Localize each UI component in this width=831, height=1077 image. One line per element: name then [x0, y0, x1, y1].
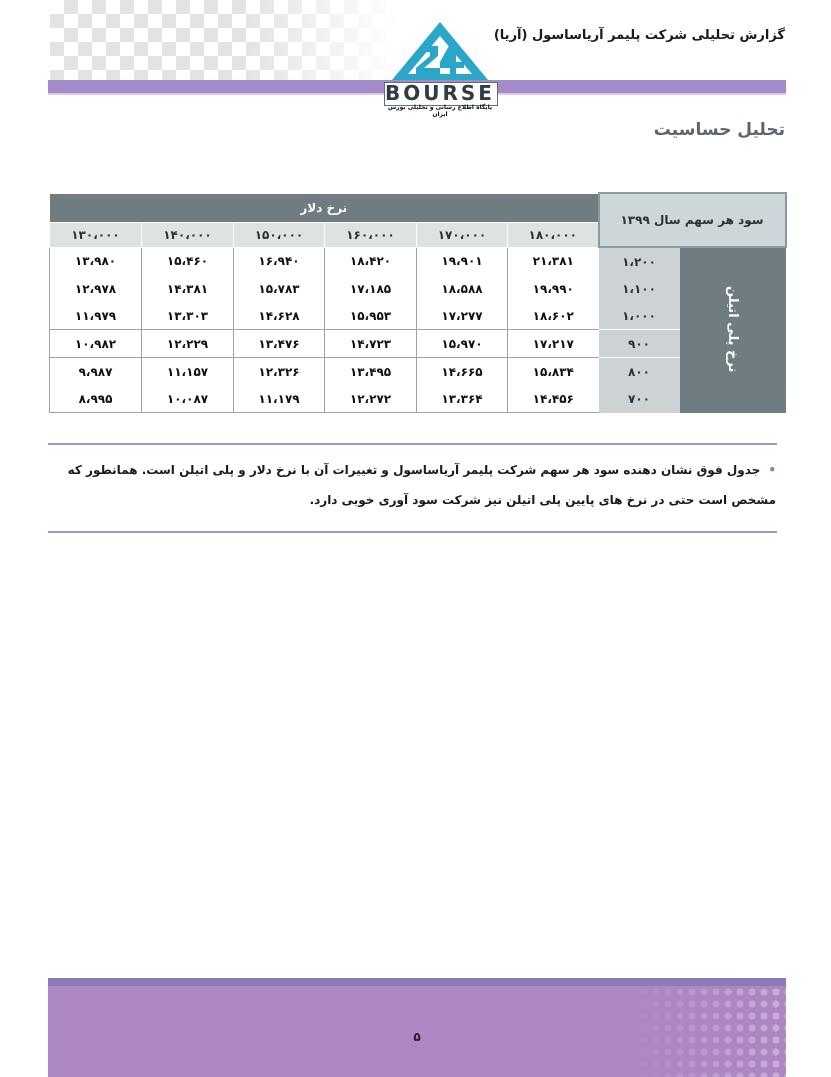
eps-value: ۸،۹۹۵ — [50, 385, 142, 413]
eps-value: ۱۱،۹۷۹ — [50, 302, 142, 330]
eps-value: ۱۰،۹۸۲ — [50, 330, 142, 358]
eps-value: ۱۵،۹۷۰ — [417, 330, 508, 358]
note-divider-bottom — [48, 531, 777, 533]
footer — [48, 986, 786, 1077]
page-number: ۵ — [413, 1030, 421, 1044]
eps-value: ۱۲،۹۷۸ — [50, 275, 142, 302]
bourse-logo — [384, 20, 496, 118]
eps-value: ۱۴،۳۸۱ — [142, 275, 234, 302]
eps-value: ۱۸،۵۸۸ — [417, 275, 508, 302]
eps-value: ۱۴،۶۶۵ — [417, 358, 508, 386]
polyethylene-rate: ۱،۱۰۰ — [599, 275, 680, 302]
header-pattern — [50, 0, 400, 80]
eps-value: ۱۰،۰۸۷ — [142, 385, 234, 413]
eps-value: ۱۱،۱۵۷ — [142, 358, 234, 386]
eps-value: ۱۷،۲۷۷ — [417, 302, 508, 330]
section-title: تحلیل حساسیت — [653, 120, 785, 140]
polyethylene-rate: ۱،۲۰۰ — [599, 247, 680, 275]
table-row — [50, 330, 786, 358]
polyethylene-rate-header — [680, 247, 786, 413]
eps-value: ۱۸،۴۲۰ — [325, 247, 417, 275]
footer-strip — [48, 978, 786, 986]
report-title: گزارش تحلیلی شرکت پلیمر آریاساسول (آریا) — [493, 28, 785, 43]
polyethylene-rate: ۱،۰۰۰ — [599, 302, 680, 330]
dollar-rate-col-3: ۱۶۰،۰۰۰ — [325, 222, 417, 247]
eps-value: ۱۳،۳۰۳ — [142, 302, 234, 330]
eps-value: ۱۳،۴۷۶ — [234, 330, 325, 358]
dollar-rate-col-4: ۱۵۰،۰۰۰ — [234, 222, 325, 247]
sensitivity-table — [49, 192, 787, 413]
eps-value: ۱۲،۳۲۶ — [234, 358, 325, 386]
eps-value: ۱۵،۴۶۰ — [142, 247, 234, 275]
eps-value: ۱۵،۸۳۴ — [508, 358, 599, 386]
table-row — [50, 275, 786, 302]
bourse-logo-mark — [384, 20, 496, 84]
eps-value: ۹،۹۸۷ — [50, 358, 142, 386]
eps-value: ۱۴،۶۲۸ — [234, 302, 325, 330]
dollar-rate-col-1: ۱۸۰،۰۰۰ — [508, 222, 599, 247]
polyethylene-rate: ۸۰۰ — [599, 358, 680, 386]
eps-header: سود هر سهم سال ۱۳۹۹ — [599, 193, 786, 247]
eps-value: ۱۳،۹۸۰ — [50, 247, 142, 275]
eps-value: ۱۹،۹۰۱ — [417, 247, 508, 275]
dollar-rate-header: نرخ دلار — [50, 193, 599, 222]
dollar-rate-col-6: ۱۳۰،۰۰۰ — [50, 222, 142, 247]
eps-value: ۱۳،۴۹۵ — [325, 358, 417, 386]
eps-value: ۱۲،۲۷۲ — [325, 385, 417, 413]
eps-value: ۱۵،۹۵۳ — [325, 302, 417, 330]
eps-value: ۱۴،۷۲۳ — [325, 330, 417, 358]
table-row — [50, 385, 786, 413]
table-row — [50, 358, 786, 386]
eps-value: ۱۵،۷۸۳ — [234, 275, 325, 302]
eps-value: ۱۷،۱۸۵ — [325, 275, 417, 302]
dollar-rate-col-5: ۱۴۰،۰۰۰ — [142, 222, 234, 247]
polyethylene-rate: ۷۰۰ — [599, 385, 680, 413]
eps-value: ۲۱،۳۸۱ — [508, 247, 599, 275]
logo-text: BOURSE — [385, 81, 495, 105]
logo-caption: پایگاه اطلاع رسانی و تحلیلی بورس ایران — [387, 104, 493, 118]
eps-value: ۱۲،۲۲۹ — [142, 330, 234, 358]
eps-value: ۱۱،۱۷۹ — [234, 385, 325, 413]
eps-value: ۱۴،۴۵۶ — [508, 385, 599, 413]
eps-value: ۱۸،۶۰۲ — [508, 302, 599, 330]
note-divider-top — [48, 443, 777, 445]
bullet-icon: • — [768, 463, 776, 477]
polyethylene-rate: ۹۰۰ — [599, 330, 680, 358]
table-row — [50, 247, 786, 275]
eps-value: ۱۷،۲۱۷ — [508, 330, 599, 358]
note-text: جدول فوق نشان دهنده سود هر سهم شرکت پلیمر آریاساسول و تغییرات آن با نرخ دلار و پلی اتیلن است. همانطور که مشخص است حتی در نرخ های پایین پلی اتیلن نیز شرکت سود آوری خوبی دارد. — [67, 463, 776, 507]
eps-value: ۱۶،۹۴۰ — [234, 247, 325, 275]
note-paragraph — [52, 455, 776, 515]
eps-value: ۱۳،۳۶۴ — [417, 385, 508, 413]
dollar-rate-col-2: ۱۷۰،۰۰۰ — [417, 222, 508, 247]
table-row — [50, 302, 786, 330]
polyethylene-rate-label: نرخ پلی اتیلن — [725, 285, 741, 372]
eps-value: ۱۹،۹۹۰ — [508, 275, 599, 302]
